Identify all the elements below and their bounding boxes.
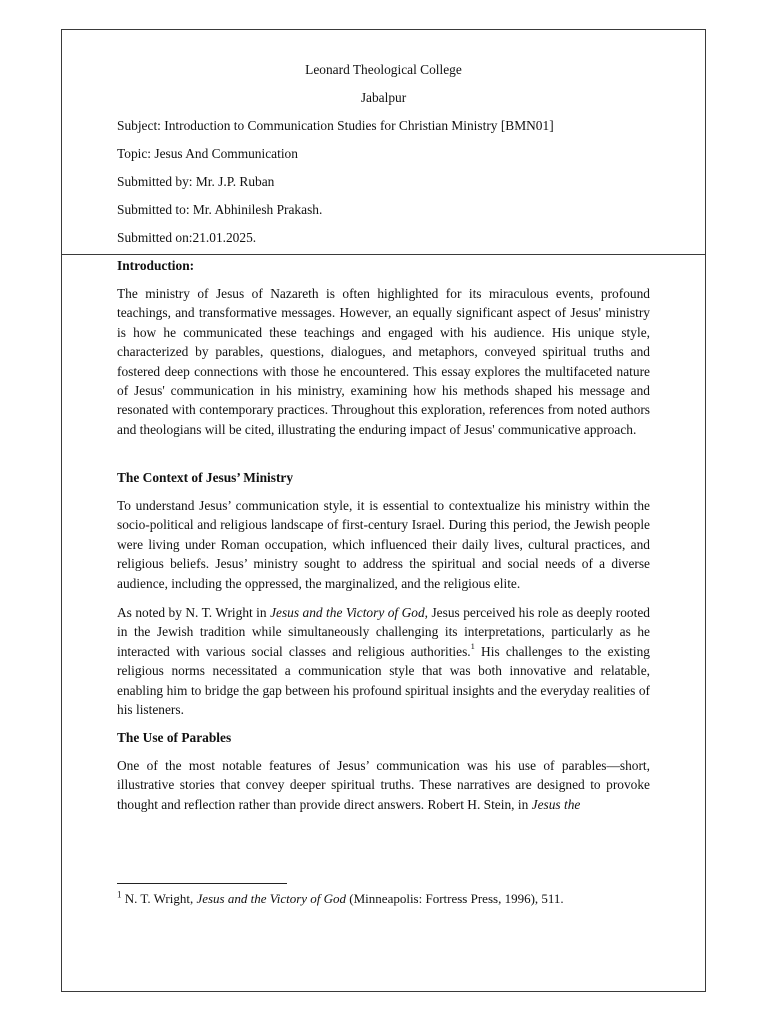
header-divider bbox=[61, 254, 706, 255]
context-text-2-mid: , Jesus perceived his role as deeply rooted in the Jewish tradition while simultaneously challenging its interpretations, particularly as he interacted with various social classes and religious authorities. bbox=[117, 605, 650, 659]
parables-heading: The Use of Parables bbox=[117, 730, 232, 745]
subject-line: Subject: Introduction to Communication Studies for Christian Ministry [BMN01] bbox=[117, 118, 554, 133]
context-paragraph-2 bbox=[117, 603, 650, 719]
intro-heading: Introduction: bbox=[117, 258, 195, 273]
college-city: Jabalpur bbox=[360, 90, 407, 105]
parables-text-pre: One of the most notable features of Jesus’ communication was his use of parables—short, illustrative stories that convey deeper spiritual truths. These narratives are designed to provoke thought and reflection rather than provide direct answers. Robert H. Stein, in bbox=[117, 758, 650, 812]
context-paragraph-1 bbox=[117, 496, 650, 593]
footnote bbox=[117, 890, 564, 908]
context-text-2 bbox=[117, 603, 650, 719]
context-text-2-post: His challenges to the existing religious norms necessitated a communication style that was both innovative and relatable, enabling him to bridge the gap between his profound spiritual insights and the everyday realities of his listeners. bbox=[117, 643, 650, 718]
footnote-pre: N. T. Wright, bbox=[121, 891, 197, 906]
parables-paragraph bbox=[117, 756, 650, 814]
footnote-mark: 1 bbox=[117, 889, 122, 900]
context-text-1: To understand Jesus’ communication style, it is essential to contextualize his ministry within the socio-political and religious landscape of first-century Israel. During this period, the Jewish people were living under Roman occupation, which influenced their daily lives, cultural practices, and religious beliefs. Jesus’ ministry sought to address the spiritual and social needs of a diverse audience, including the oppressed, the marginalized, and the religious elite. bbox=[117, 498, 650, 591]
context-heading: The Context of Jesus’ Ministry bbox=[117, 470, 294, 485]
book-title-wright: Jesus and the Victory of God bbox=[270, 605, 425, 620]
footnote-book-title: Jesus and the Victory of God bbox=[196, 891, 347, 906]
intro-paragraph bbox=[117, 284, 650, 439]
footnote-separator bbox=[117, 883, 287, 884]
topic-line: Topic: Jesus And Communication bbox=[117, 146, 298, 161]
college-name: Leonard Theological College bbox=[305, 62, 462, 77]
submitted-by-line: Submitted by: Mr. J.P. Ruban bbox=[117, 174, 275, 189]
footnote-reference[interactable]: 1 bbox=[470, 641, 475, 652]
submitted-on-line: Submitted on:21.01.2025. bbox=[117, 230, 257, 245]
intro-text: The ministry of Jesus of Nazareth is often highlighted for its miraculous events, profound teachings, and transformative messages. However, an equally significant aspect of Jesus' ministry is how he communicated these teachings and engaged with his audience. His unique style, characterized by parables, questions, dialogues, and metaphors, conveyed spiritual truths and fostered deep connections with those he encountered. This essay explores the multifaceted nature of Jesus' communication in his ministry, examining how his methods shaped his message and resonated with contemporary practices. Throughout this exploration, references from noted authors and theologians will be cited, illustrating the enduring impact of Jesus' communicative approach. bbox=[117, 286, 650, 437]
parables-text bbox=[117, 756, 650, 814]
context-text-2-pre: As noted by N. T. Wright in bbox=[117, 605, 271, 620]
book-title-stein: Jesus the bbox=[531, 796, 581, 812]
footnote-post: (Minneapolis: Fortress Press, 1996), 511. bbox=[346, 891, 564, 906]
submitted-to-line: Submitted to: Mr. Abhinilesh Prakash. bbox=[117, 202, 323, 217]
